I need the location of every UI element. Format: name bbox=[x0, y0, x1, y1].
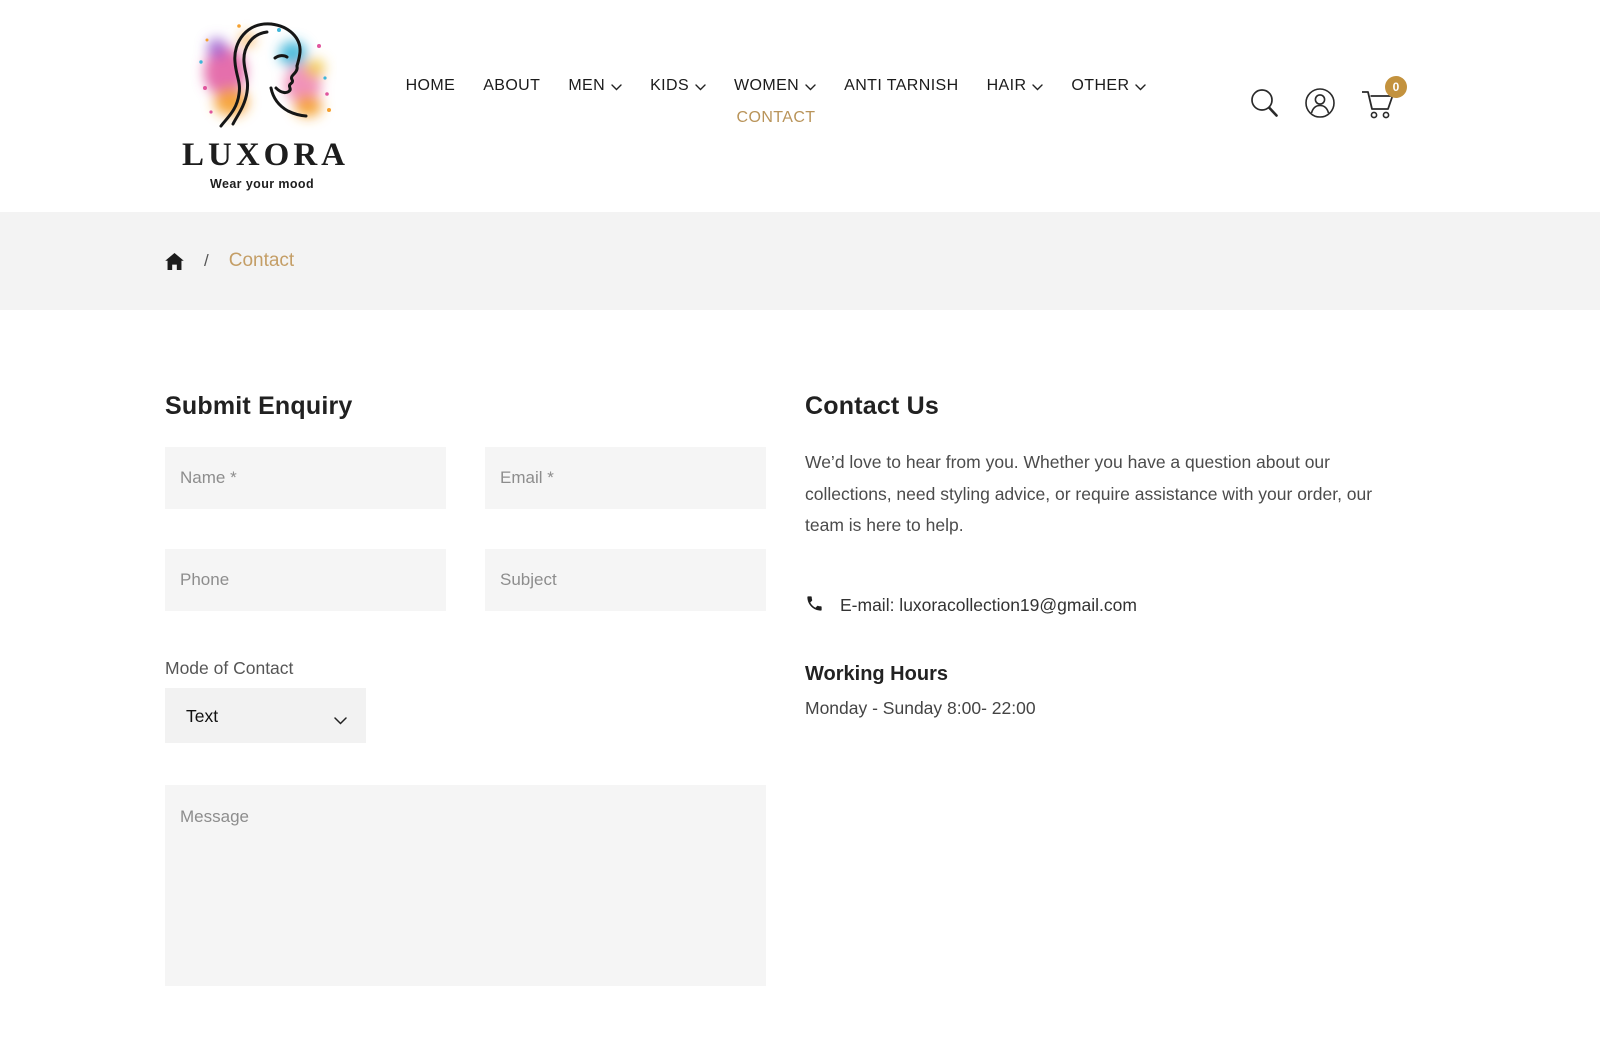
message-field[interactable] bbox=[165, 785, 766, 986]
main-nav-row1 bbox=[395, 76, 1157, 96]
enquiry-title: Submit Enquiry bbox=[165, 392, 353, 420]
nav-item-home[interactable] bbox=[406, 77, 456, 95]
nav-label: MEN bbox=[568, 77, 606, 94]
nav-item-contact[interactable] bbox=[737, 109, 816, 127]
email-row bbox=[805, 594, 1397, 618]
contact-intro-text: We’d love to hear from you. Whether you have a question about our collections, need styling advice, or require assistance with your order, our team is here to help. bbox=[805, 452, 1373, 535]
mode-of-contact-label: Mode of Contact bbox=[165, 658, 294, 678]
cart-count-badge: 0 bbox=[1385, 76, 1407, 98]
search-icon[interactable] bbox=[1248, 86, 1280, 120]
breadcrumb-separator: / bbox=[204, 251, 209, 270]
brand-logo[interactable] bbox=[182, 18, 350, 191]
nav-item-women[interactable] bbox=[734, 76, 816, 96]
header-icons bbox=[1248, 80, 1400, 120]
nav-item-hair[interactable] bbox=[987, 76, 1044, 96]
working-hours-title: Working Hours bbox=[805, 662, 948, 685]
chevron-down-icon bbox=[1032, 78, 1043, 96]
breadcrumb-home-icon[interactable] bbox=[165, 253, 184, 270]
nav-label: OTHER bbox=[1071, 77, 1130, 94]
breadcrumb bbox=[0, 212, 1600, 310]
nav-label: WOMEN bbox=[734, 77, 800, 94]
email-field[interactable] bbox=[485, 447, 766, 509]
nav-label: KIDS bbox=[650, 77, 690, 94]
name-field[interactable] bbox=[165, 447, 446, 509]
nav-label: HAIR bbox=[986, 77, 1027, 94]
enquiry-fields bbox=[165, 447, 766, 611]
main-content bbox=[0, 310, 1600, 1039]
cart-icon[interactable] bbox=[1360, 80, 1400, 120]
nav-item-about[interactable] bbox=[483, 77, 540, 95]
enquiry-form bbox=[165, 392, 766, 986]
site-header bbox=[0, 0, 1600, 212]
nav-label: HOME bbox=[405, 77, 456, 94]
brand-tagline: Wear your mood bbox=[210, 177, 314, 191]
nav-item-other[interactable] bbox=[1071, 76, 1146, 96]
mode-of-contact-select-wrap bbox=[165, 688, 366, 743]
nav-label: ABOUT bbox=[483, 77, 541, 94]
chevron-down-icon bbox=[1135, 78, 1146, 96]
phone-field[interactable] bbox=[165, 549, 446, 611]
nav-item-men[interactable] bbox=[568, 76, 622, 96]
working-hours-text: Monday - Sunday 8:00- 22:00 bbox=[805, 697, 1036, 718]
nav-item-kids[interactable] bbox=[650, 76, 706, 96]
main-nav-row2 bbox=[395, 109, 1157, 127]
brand-name: LUXORA bbox=[182, 137, 350, 173]
chevron-down-icon bbox=[611, 78, 622, 96]
nav-item-anti-tarnish[interactable] bbox=[844, 77, 958, 95]
chevron-down-icon bbox=[695, 78, 706, 96]
email-text[interactable]: E-mail: luxoracollection19@gmail.com bbox=[840, 595, 1137, 615]
nav-label: ANTI TARNISH bbox=[844, 77, 959, 94]
main-nav bbox=[395, 76, 1157, 127]
account-icon[interactable] bbox=[1304, 87, 1336, 119]
mode-of-contact-select[interactable] bbox=[165, 688, 366, 743]
subject-field[interactable] bbox=[485, 549, 766, 611]
contact-info bbox=[805, 392, 1397, 719]
nav-label: CONTACT bbox=[736, 109, 816, 126]
phone-icon bbox=[805, 594, 824, 618]
contact-us-title: Contact Us bbox=[805, 392, 939, 420]
breadcrumb-current: Contact bbox=[228, 250, 295, 271]
brand-logo-icon bbox=[187, 18, 337, 130]
chevron-down-icon bbox=[805, 78, 816, 96]
